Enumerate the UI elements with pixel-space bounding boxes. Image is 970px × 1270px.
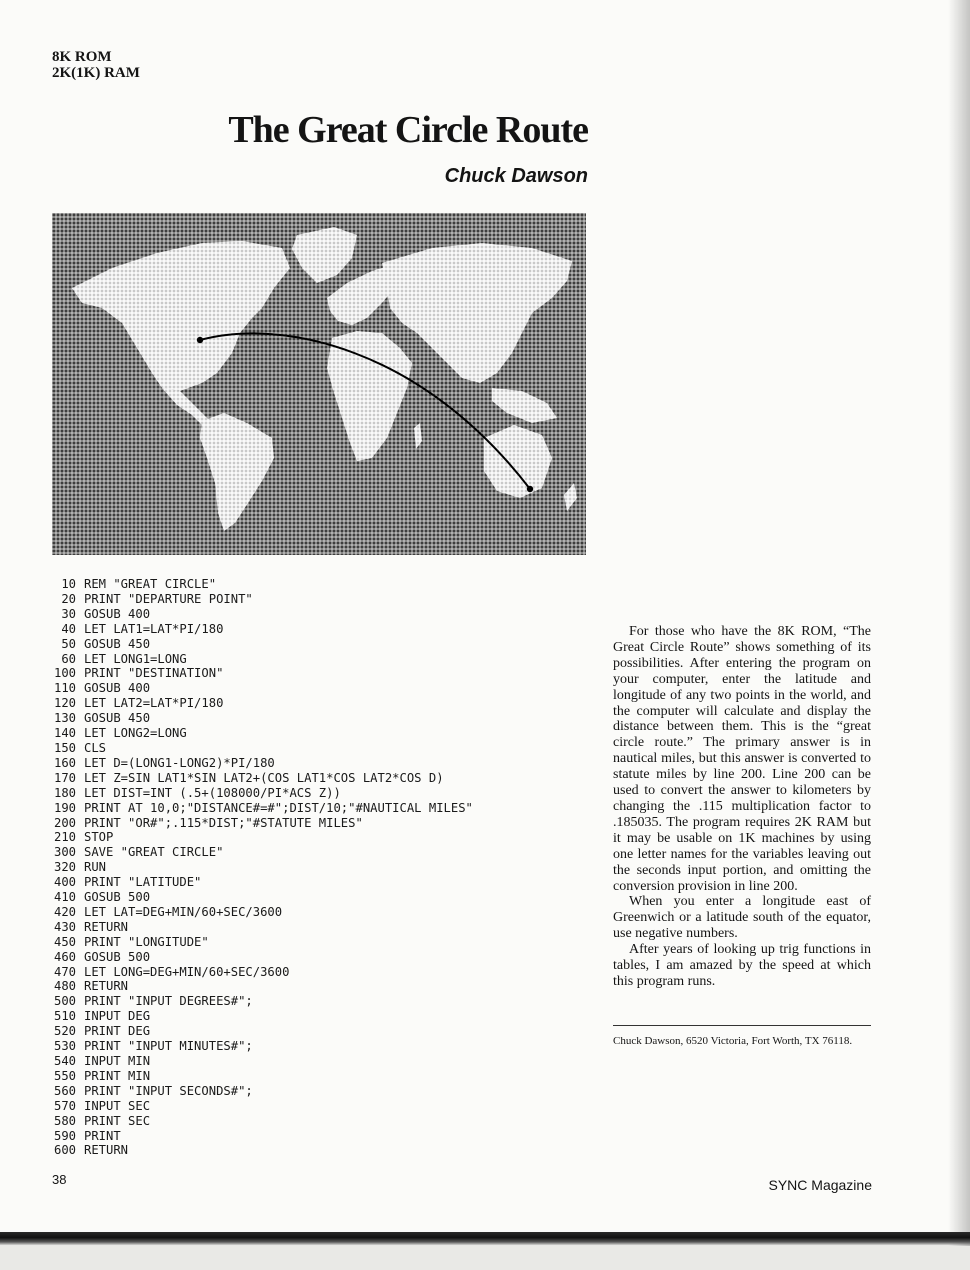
code-line [42,771,473,786]
code-statement: PRINT DEG [84,1024,151,1039]
article-body [613,624,871,990]
code-line [42,994,473,1009]
code-line [42,860,473,875]
code-line [42,607,473,622]
code-line [42,741,473,756]
line-number: 50 [61,636,76,651]
magazine-name: SYNC Magazine [768,1177,872,1193]
line-number: 500 [53,994,76,1009]
line-number: 550 [53,1068,76,1083]
code-statement: LET LAT=DEG+MIN/60+SEC/3600 [84,904,283,919]
line-number: 320 [53,860,76,875]
code-statement: PRINT "DESTINATION" [84,666,224,681]
page-number: 38 [52,1172,67,1187]
code-line [42,637,473,652]
code-line [42,711,473,726]
code-statement: GOSUB 450 [84,711,151,726]
code-line [42,801,473,816]
line-number: 420 [53,904,76,919]
line-number: 510 [53,1009,76,1024]
code-line [42,845,473,860]
line-number: 200 [53,815,76,830]
line-number: 160 [53,755,76,770]
code-statement: PRINT SEC [84,1113,151,1128]
code-line [42,622,473,637]
code-line [42,830,473,845]
code-statement: PRINT "DEPARTURE POINT" [84,591,253,606]
code-line [42,875,473,890]
code-statement: RETURN [84,1143,129,1158]
line-number: 150 [53,740,76,755]
code-line [42,786,473,801]
code-statement: GOSUB 500 [84,949,151,964]
code-statement: PRINT [84,1128,121,1143]
scan-edge-bottom [0,1232,970,1246]
bio-divider [613,1025,871,1026]
line-number: 120 [53,696,76,711]
line-number: 210 [53,830,76,845]
line-number: 40 [61,621,76,636]
code-line [42,756,473,771]
code-statement: INPUT SEC [84,1098,151,1113]
article-paragraph: For those who have the 8K ROM, “The Great Circle Route” shows something of its possibilities. After entering the program on your computer, enter the latitude and longitude of any two points in the world, and the computer will calculate and display the distance between them. This is the “great circle route.” The primary answer is in nautical miles, but this answer is converted to statute miles by line 200. Line 200 can be used to convert the answer to kilometers by changing the .115 multiplication factor to .185035. The program requires 2K RAM but it may be usable on 1K machines by using one letter names for the variables leaving out the seconds input portion, and omitting the conversion provision in line 200. [613,624,871,894]
code-statement: LET Z=SIN LAT1*SIN LAT2+(COS LAT1*COS LAT2*COS D) [84,770,444,785]
world-map-illustration [52,213,586,555]
code-statement: GOSUB 450 [84,636,151,651]
code-statement: PRINT "OR#";.115*DIST;"#STATUTE MILES" [84,815,363,830]
code-statement: RETURN [84,979,129,994]
code-statement: STOP [84,830,114,845]
line-number: 10 [61,577,76,591]
line-number: 30 [61,606,76,621]
scan-next-page [0,1246,970,1270]
code-line [42,1129,473,1144]
code-line [42,652,473,667]
line-number: 600 [53,1143,76,1158]
code-statement: LET LAT2=LAT*PI/180 [84,696,224,711]
article-paragraph: When you enter a longitude east of Greenwich or a latitude south of the equator, use negative numbers. [613,894,871,942]
code-statement: SAVE "GREAT CIRCLE" [84,845,224,860]
line-number: 190 [53,800,76,815]
author-address: Chuck Dawson, 6520 Victoria, Fort Worth, TX 76118. [613,1035,853,1047]
line-number: 480 [53,979,76,994]
line-number: 540 [53,1054,76,1068]
line-number: 570 [53,1098,76,1113]
line-number: 140 [53,726,76,741]
spec-ram: 2K(1K) RAM [52,65,140,81]
line-number: 530 [53,1039,76,1054]
destination-point-marker [527,486,533,492]
code-statement: RETURN [84,919,129,934]
code-line [42,1069,473,1084]
program-listing [42,577,473,1158]
code-statement: PRINT "LATITUDE" [84,875,202,890]
code-statement: LET DIST=INT (.5+(108000/PI*ACS Z)) [84,785,341,800]
code-line [42,935,473,950]
page-edge-shadow [948,0,970,1270]
departure-point-marker [197,337,203,343]
spec-rom: 8K ROM [52,49,112,65]
code-line [42,726,473,741]
code-line [42,816,473,831]
line-number: 470 [53,964,76,979]
code-statement: GOSUB 400 [84,681,151,696]
line-number: 580 [53,1113,76,1128]
line-number: 450 [53,934,76,949]
code-line [42,905,473,920]
code-line [42,979,473,994]
code-statement: REM "GREAT CIRCLE" [84,577,217,591]
code-line [42,666,473,681]
code-line [42,1009,473,1024]
code-line [42,1054,473,1069]
code-statement: PRINT "INPUT DEGREES#"; [84,994,253,1009]
line-number: 590 [53,1128,76,1143]
line-number: 560 [53,1083,76,1098]
code-line [42,1084,473,1099]
code-line [42,1039,473,1054]
article-paragraph: After years of looking up trig functions in tables, I am amazed by the speed at which this program runs. [613,942,871,989]
code-line [42,577,473,592]
line-number: 410 [53,890,76,905]
code-line [42,1143,473,1158]
code-statement: INPUT DEG [84,1009,151,1024]
code-line [42,1024,473,1039]
code-statement: GOSUB 500 [84,890,151,905]
code-statement: CLS [84,740,107,755]
code-statement: LET D=(LONG1-LONG2)*PI/180 [84,755,275,770]
code-statement: PRINT AT 10,0;"DISTANCE#=#";DIST/10;"#NAUTICAL MILES" [84,800,473,815]
code-line [42,920,473,935]
line-number: 400 [53,875,76,890]
line-number: 20 [61,591,76,606]
code-statement: INPUT MIN [84,1054,151,1068]
line-number: 110 [53,681,76,696]
code-line [42,950,473,965]
code-statement: PRINT "LONGITUDE" [84,934,209,949]
code-statement: LET LAT1=LAT*PI/180 [84,621,224,636]
line-number: 430 [53,919,76,934]
code-statement: PRINT "INPUT MINUTES#"; [84,1039,253,1054]
line-number: 460 [53,949,76,964]
code-line [42,1114,473,1129]
code-statement: GOSUB 400 [84,606,151,621]
code-statement: LET LONG1=LONG [84,651,187,666]
line-number: 100 [53,666,76,681]
code-line [42,1099,473,1114]
system-requirements [52,49,140,81]
line-number: 170 [53,770,76,785]
code-statement: LET LONG2=LONG [84,726,187,741]
code-line [42,965,473,980]
article-title: The Great Circle Route [228,109,588,151]
code-statement: LET LONG=DEG+MIN/60+SEC/3600 [84,964,290,979]
code-line [42,681,473,696]
line-number: 300 [53,845,76,860]
article-author: Chuck Dawson [444,165,588,187]
line-number: 520 [53,1024,76,1039]
line-number: 60 [61,651,76,666]
code-statement: RUN [84,860,107,875]
line-number: 180 [53,785,76,800]
code-statement: PRINT MIN [84,1068,151,1083]
code-line [42,592,473,607]
line-number: 130 [53,711,76,726]
code-statement: PRINT "INPUT SECONDS#"; [84,1083,253,1098]
code-line [42,696,473,711]
code-line [42,890,473,905]
